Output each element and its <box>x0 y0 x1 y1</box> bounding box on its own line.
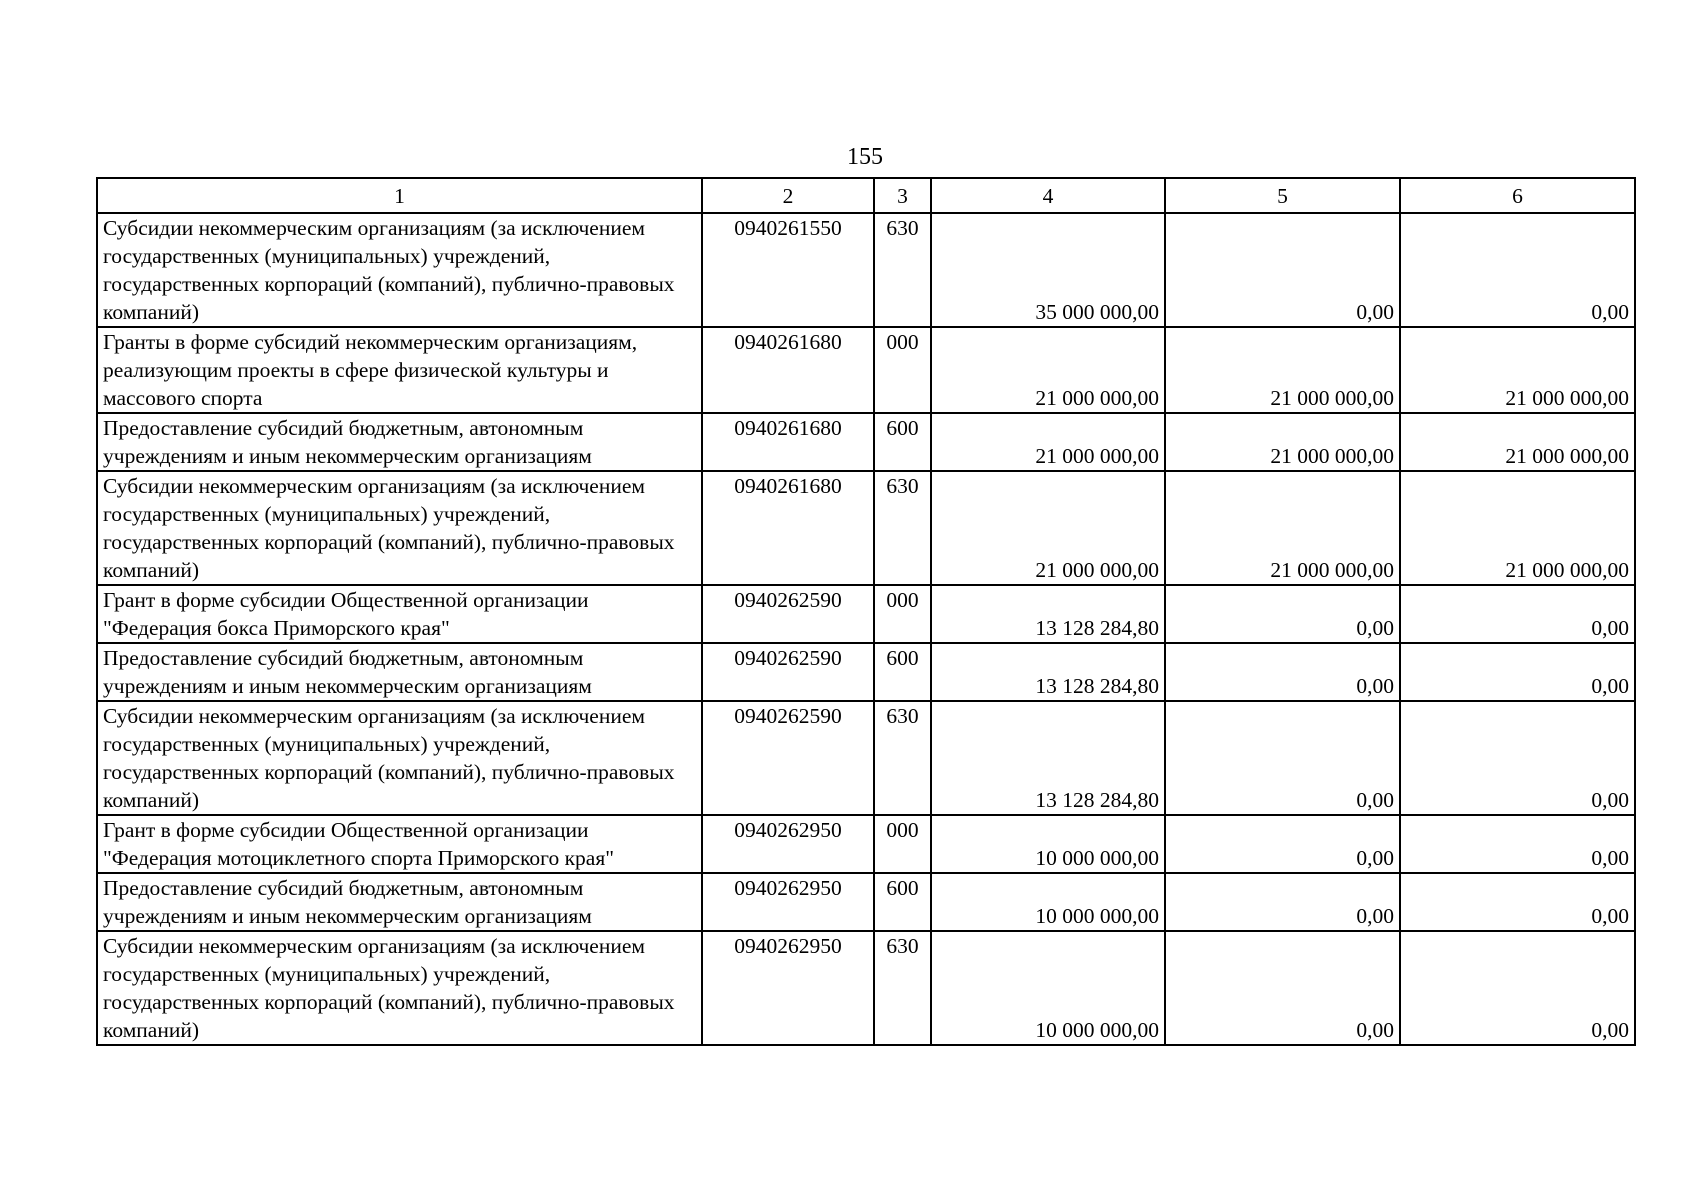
page-number: 155 <box>847 144 883 170</box>
row-amount-col6: 0,00 <box>1400 815 1635 873</box>
row-amount-col4: 21 000 000,00 <box>931 327 1165 413</box>
row-type: 000 <box>874 327 931 413</box>
row-code: 0940261550 <box>702 213 874 327</box>
row-amount-col4: 13 128 284,80 <box>931 585 1165 643</box>
row-type: 600 <box>874 413 931 471</box>
row-amount-col6: 0,00 <box>1400 585 1635 643</box>
column-header: 6 <box>1400 178 1635 213</box>
row-amount-col5: 0,00 <box>1165 815 1400 873</box>
row-code: 0940261680 <box>702 413 874 471</box>
row-type: 630 <box>874 471 931 585</box>
row-type: 000 <box>874 815 931 873</box>
table-row <box>97 873 1635 931</box>
row-name: Грант в форме субсидии Общественной организации "Федерация мотоциклетного спорта Приморского края" <box>97 815 702 873</box>
column-header: 4 <box>931 178 1165 213</box>
row-amount-col5: 0,00 <box>1165 873 1400 931</box>
table-row <box>97 585 1635 643</box>
row-amount-col4: 10 000 000,00 <box>931 931 1165 1045</box>
row-type: 630 <box>874 213 931 327</box>
row-amount-col4: 21 000 000,00 <box>931 413 1165 471</box>
row-amount-col6: 0,00 <box>1400 873 1635 931</box>
row-amount-col4: 21 000 000,00 <box>931 471 1165 585</box>
row-amount-col5: 21 000 000,00 <box>1165 327 1400 413</box>
row-code: 0940262590 <box>702 585 874 643</box>
row-amount-col5: 0,00 <box>1165 701 1400 815</box>
row-amount-col6: 21 000 000,00 <box>1400 327 1635 413</box>
row-amount-col5: 21 000 000,00 <box>1165 413 1400 471</box>
table-row <box>97 701 1635 815</box>
row-amount-col5: 0,00 <box>1165 213 1400 327</box>
column-header: 2 <box>702 178 874 213</box>
row-code: 0940262590 <box>702 701 874 815</box>
row-name: Предоставление субсидий бюджетным, автономным учреждениям и иным некоммерческим организациям <box>97 873 702 931</box>
row-amount-col5: 0,00 <box>1165 931 1400 1045</box>
table-row <box>97 643 1635 701</box>
row-amount-col4: 35 000 000,00 <box>931 213 1165 327</box>
row-type: 000 <box>874 585 931 643</box>
row-amount-col6: 0,00 <box>1400 213 1635 327</box>
row-amount-col6: 0,00 <box>1400 701 1635 815</box>
row-amount-col4: 10 000 000,00 <box>931 815 1165 873</box>
table-row <box>97 815 1635 873</box>
row-name: Субсидии некоммерческим организациям (за исключением государственных (муниципальных) учреждений, государственных корпораций (компаний), публично-правовых компаний) <box>97 931 702 1045</box>
table-row <box>97 931 1635 1045</box>
budget-table <box>96 177 1636 1046</box>
row-code: 0940261680 <box>702 471 874 585</box>
row-code: 0940262950 <box>702 873 874 931</box>
column-header: 5 <box>1165 178 1400 213</box>
row-code: 0940261680 <box>702 327 874 413</box>
row-amount-col4: 13 128 284,80 <box>931 643 1165 701</box>
row-code: 0940262950 <box>702 931 874 1045</box>
table-header-row <box>97 178 1635 213</box>
row-amount-col5: 21 000 000,00 <box>1165 471 1400 585</box>
row-name: Субсидии некоммерческим организациям (за исключением государственных (муниципальных) учреждений, государственных корпораций (компаний), публично-правовых компаний) <box>97 213 702 327</box>
row-name: Субсидии некоммерческим организациям (за исключением государственных (муниципальных) учреждений, государственных корпораций (компаний), публично-правовых компаний) <box>97 471 702 585</box>
table-row <box>97 327 1635 413</box>
column-header: 1 <box>97 178 702 213</box>
row-name: Субсидии некоммерческим организациям (за исключением государственных (муниципальных) учреждений, государственных корпораций (компаний), публично-правовых компаний) <box>97 701 702 815</box>
row-amount-col6: 0,00 <box>1400 931 1635 1045</box>
row-type: 630 <box>874 931 931 1045</box>
row-amount-col6: 0,00 <box>1400 643 1635 701</box>
row-amount-col5: 0,00 <box>1165 585 1400 643</box>
row-amount-col5: 0,00 <box>1165 643 1400 701</box>
row-amount-col6: 21 000 000,00 <box>1400 413 1635 471</box>
row-name: Грант в форме субсидии Общественной организации "Федерация бокса Приморского края" <box>97 585 702 643</box>
row-amount-col4: 13 128 284,80 <box>931 701 1165 815</box>
row-code: 0940262950 <box>702 815 874 873</box>
row-type: 630 <box>874 701 931 815</box>
row-amount-col4: 10 000 000,00 <box>931 873 1165 931</box>
row-name: Предоставление субсидий бюджетным, автономным учреждениям и иным некоммерческим организациям <box>97 413 702 471</box>
table-row <box>97 213 1635 327</box>
row-type: 600 <box>874 873 931 931</box>
row-name: Гранты в форме субсидий некоммерческим организациям, реализующим проекты в сфере физической культуры и массового спорта <box>97 327 702 413</box>
row-code: 0940262590 <box>702 643 874 701</box>
column-header: 3 <box>874 178 931 213</box>
row-amount-col6: 21 000 000,00 <box>1400 471 1635 585</box>
row-type: 600 <box>874 643 931 701</box>
table-row <box>97 413 1635 471</box>
table-row <box>97 471 1635 585</box>
row-name: Предоставление субсидий бюджетным, автономным учреждениям и иным некоммерческим организациям <box>97 643 702 701</box>
